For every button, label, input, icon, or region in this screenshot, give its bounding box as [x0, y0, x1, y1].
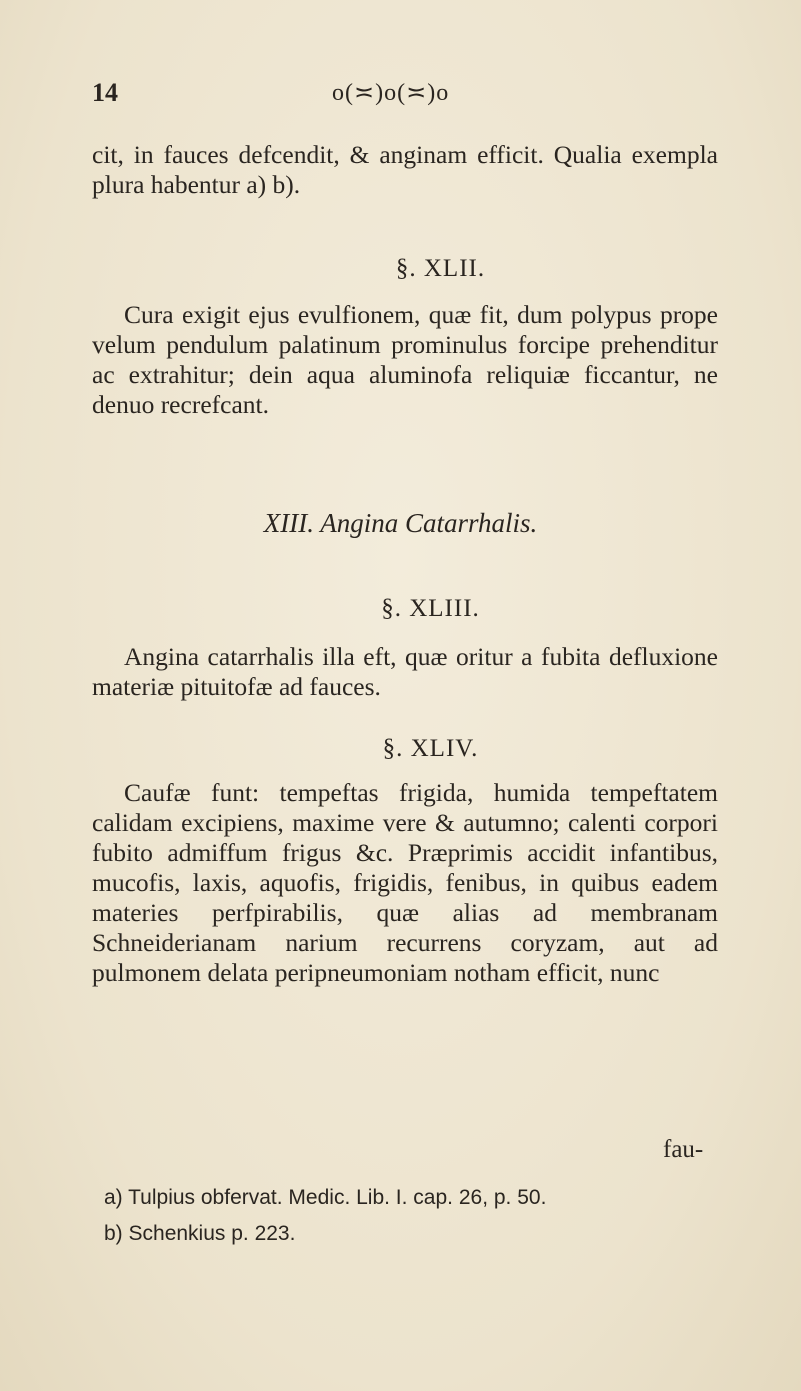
section-xliii-text: Angina catarrhalis illa eft, quæ oritur a fubita defluxione materiæ pituitofæ ad fauces.	[92, 642, 718, 701]
page-number: 14	[92, 78, 118, 107]
section-xliv-text: Caufæ funt: tempeftas frigida, humida tempeftatem calidam excipiens, maxime vere & autumno; calenti corpori fubito admiffum frigus &c. Præprimis accidit infantibus, mucofis, laxis, aquofis, frigidis, fenibus, in quibus eadem materies perfpirabilis, quæ alias ad membranam Schneiderianam narium recurrens coryzam, aut ad pulmonem delata peripneumoniam notham efficit, nunc	[92, 778, 718, 987]
chapter-title: XIII. Angina Catarrhalis.	[263, 508, 538, 538]
footnote-a: a) Tulpius obfervat. Medic. Lib. I. cap. 26, p. 50.	[104, 1186, 547, 1209]
section-xlii-text: Cura exigit ejus evulfionem, quæ fit, dum polypus prope velum pendulum palatinum prominulus forcipe prehenditur ac extrahitur; dein aqua aluminofa reliquiæ ficcantur, ne denuo recrefcant.	[92, 300, 718, 419]
catchword: fau-	[663, 1136, 704, 1163]
page-header	[92, 78, 692, 114]
header-ornament: o(≍)o(≍)o	[332, 80, 450, 106]
section-heading-xliii: §. XLIII.	[381, 595, 480, 622]
section-heading-xlii: §. XLII.	[395, 255, 486, 282]
paragraph-continuation: cit, in fauces defcendit, & anginam efficit. Qualia exempla plura habentur a) b).	[92, 140, 718, 199]
footnotes	[104, 1180, 724, 1252]
section-heading-xliv: §. XLIV.	[382, 735, 479, 762]
footnote-b: b) Schenkius p. 223.	[104, 1222, 296, 1245]
